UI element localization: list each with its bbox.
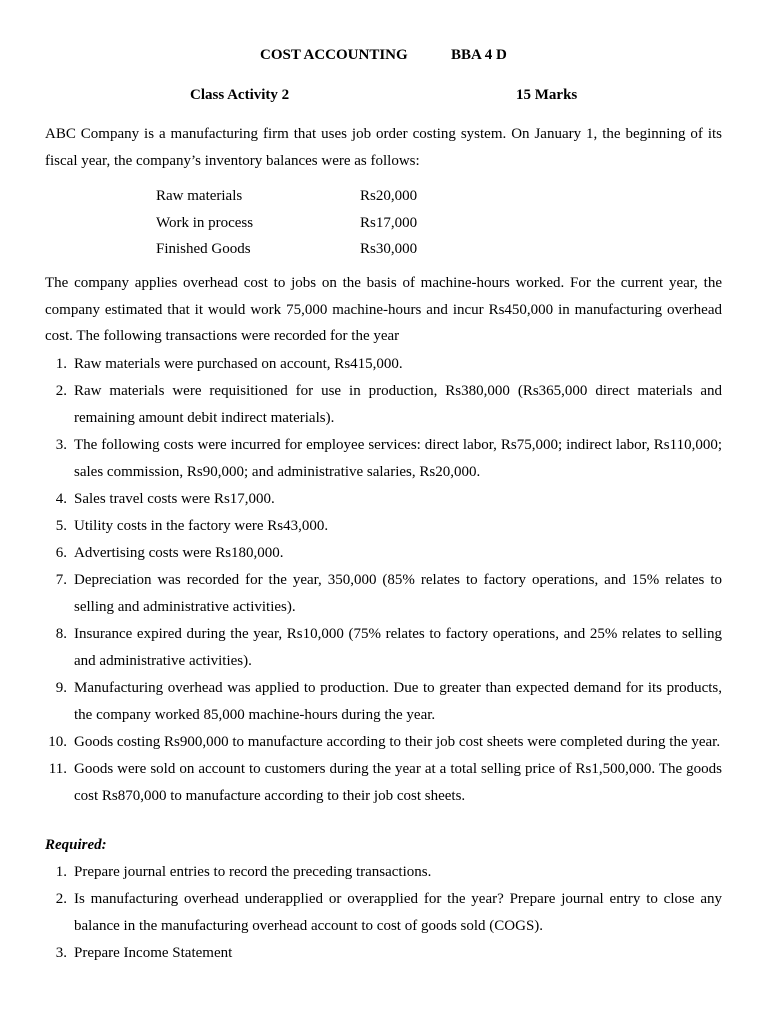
list-item [45,432,722,486]
list-item [45,486,722,513]
item-text: Goods costing Rs900,000 to manufacture according to their job cost sheets were completed during the year. [74,734,721,750]
list-item [45,567,722,621]
required-list [45,859,722,967]
inventory-value: Rs20,000 [360,188,418,204]
item-number: 7. [55,572,67,588]
inventory-table [156,183,417,263]
item-text: Depreciation was recorded for the year, 350,000 (85% relates to factory operations, and 15% relates to selling and administrative activities). [74,572,722,615]
item-text: Goods were sold on account to customers during the year at a total selling price of Rs1,500,000. The goods cost Rs870,000 to manufacture according to their job cost sheets. [74,761,722,804]
item-text: Prepare journal entries to record the preceding transactions. [74,864,432,880]
item-number: 2. [55,891,67,907]
list-item [45,756,722,810]
intro-paragraph: ABC Company is a manufacturing firm that uses job order costing system. On January 1, the beginning of its fiscal year, the company’s inventory balances were as follows: [45,126,722,169]
list-item [45,729,722,756]
inventory-label: Work in process [156,214,254,231]
item-text: Utility costs in the factory were Rs43,000. [74,518,329,534]
inventory-label: Raw materials [156,188,243,204]
overhead-paragraph: The company applies overhead cost to jobs on the basis of machine-hours worked. For the current year, the company estimated that it would work 75,000 machine-hours and incur Rs450,000 in manufacturing overhead cost. The following transactions were recorded for the year [45,275,722,344]
list-item [45,378,722,432]
list-item [45,859,722,886]
item-text: Prepare Income Statement [74,945,233,961]
item-number: 9. [55,680,67,696]
item-number: 5. [55,518,67,534]
inventory-value: Rs30,000 [360,241,418,257]
list-item [45,940,722,967]
list-item [45,513,722,540]
item-number: 11. [48,761,67,777]
item-number: 2. [55,383,67,399]
item-number: 10. [48,734,67,750]
item-number: 1. [55,864,67,880]
list-item [45,540,722,567]
inventory-label: Finished Goods [156,241,251,257]
item-text: Raw materials were purchased on account, Rs415,000. [74,356,403,372]
item-number: 3. [55,945,67,961]
item-number: 6. [55,545,67,561]
item-text: Advertising costs were Rs180,000. [74,545,284,561]
item-text: Insurance expired during the year, Rs10,000 (75% relates to factory operations, and 25% relates to selling and administrative activities). [74,626,722,669]
section-label: BBA 4 D [451,47,507,63]
item-text: Sales travel costs were Rs17,000. [74,491,275,507]
item-number: 3. [55,437,67,453]
item-number: 8. [55,626,67,642]
list-item [45,621,722,675]
item-text: Raw materials were requisitioned for use in production, Rs380,000 (Rs365,000 direct materials and remaining amount debit indirect materials). [74,383,722,426]
transactions-list [45,351,722,810]
inventory-row [156,210,417,237]
item-text: Manufacturing overhead was applied to production. Due to greater than expected demand for its products, the company worked 85,000 machine-hours during the year. [74,680,722,723]
activity-title: Class Activity 2 [190,87,290,103]
item-number: 4. [55,491,67,507]
list-item [45,675,722,729]
item-text: The following costs were incurred for employee services: direct labor, Rs75,000; indirect labor, Rs110,000; sales commission, Rs90,000; and administrative salaries, Rs20,000. [74,437,722,480]
list-item [45,351,722,378]
inventory-row [156,183,417,210]
item-number: 1. [55,356,67,372]
marks-label: 15 Marks [516,87,578,103]
item-text: Is manufacturing overhead underapplied or overapplied for the year? Prepare journal entry to close any balance in the manufacturing overhead account to cost of goods sold (COGS). [74,891,722,934]
list-item [45,886,722,940]
required-heading: Required: [45,837,107,853]
inventory-row [156,236,417,263]
inventory-value: Rs17,000 [360,214,418,231]
course-title: COST ACCOUNTING [260,47,408,63]
